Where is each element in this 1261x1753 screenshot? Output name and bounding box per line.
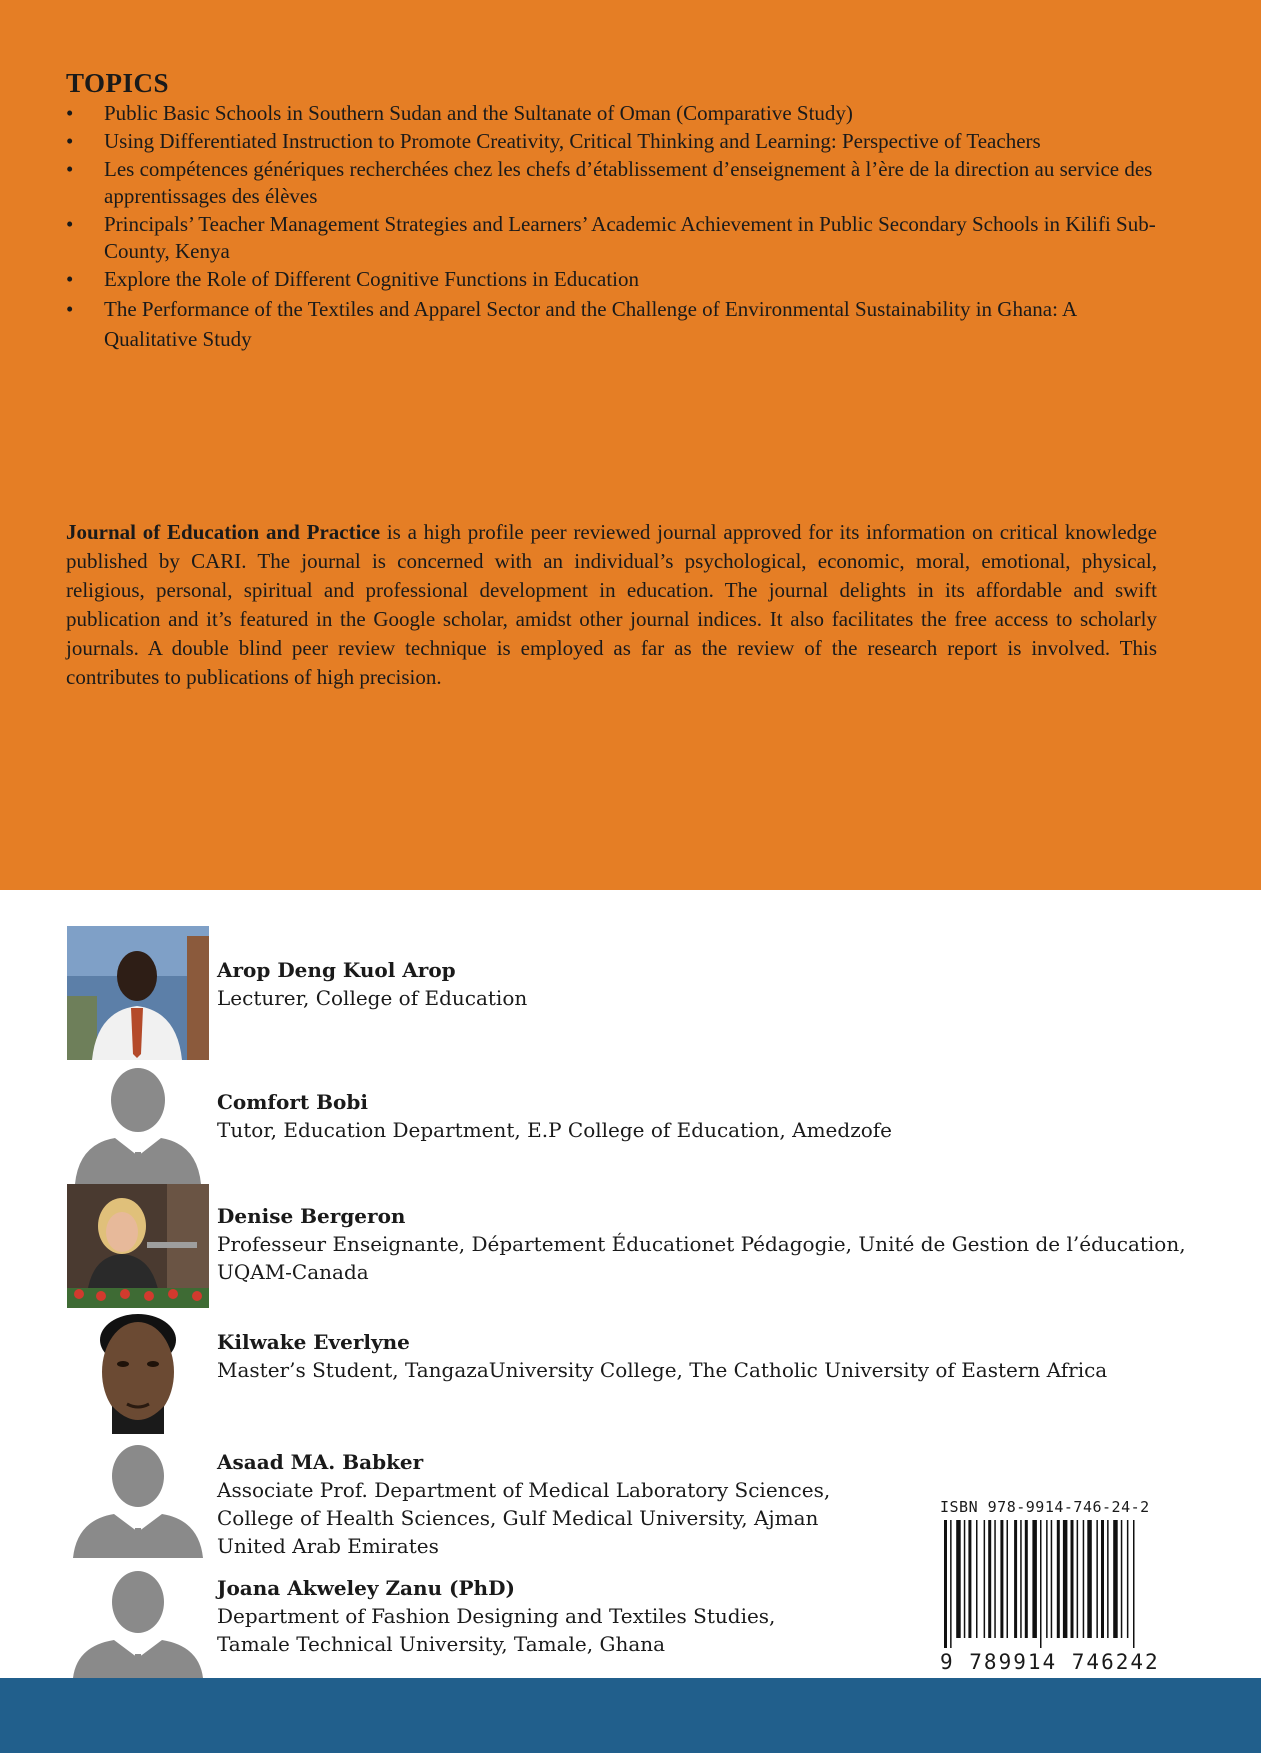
topic-item: • Public Basic Schools in Southern Sudan and the Sultanate of Oman (Comparative Study) <box>66 100 1166 127</box>
isbn-label: ISBN 978-9914-746-24-2 <box>940 1498 1150 1516</box>
barcode-bar <box>968 1520 971 1638</box>
author-affiliation: Tutor, Education Department, E.P College of Education, Amedzofe <box>217 1118 893 1142</box>
barcode-bar <box>976 1520 978 1638</box>
topics-heading: TOPICS <box>66 68 170 98</box>
barcode-bar <box>1057 1520 1060 1638</box>
barcode-bar <box>1121 1520 1123 1638</box>
topics-list <box>66 100 1166 355</box>
barcode-bar <box>994 1520 996 1638</box>
barcode-bar <box>1000 1520 1003 1638</box>
topic-item: • Les compétences génériques recherchées chez les chefs d’établissement d’enseignement à l’ère de la direction au service des apprentissages des élèves <box>66 156 1166 210</box>
barcode-bar <box>944 1520 947 1648</box>
author-photo <box>67 926 209 1060</box>
author-details <box>217 1448 830 1560</box>
barcode-image <box>940 1520 1140 1650</box>
barcode-bar <box>956 1520 961 1638</box>
barcode-bar <box>1007 1520 1009 1638</box>
author-photo <box>67 1310 209 1434</box>
barcode-bar <box>964 1520 966 1638</box>
barcode-bar <box>1051 1520 1053 1638</box>
isbn-digits: 9 789914 746242 <box>940 1650 1160 1674</box>
author-details <box>217 1574 775 1658</box>
barcode-bar <box>984 1520 986 1638</box>
author-name: Comfort Bobi <box>217 1090 368 1114</box>
barcode-bar <box>1040 1520 1042 1648</box>
author-name: Denise Bergeron <box>217 1204 406 1228</box>
barcode-bar <box>1014 1520 1017 1638</box>
author-name: Arop Deng Kuol Arop <box>217 958 456 982</box>
barcode-bar <box>1083 1520 1085 1638</box>
barcode-bar <box>988 1520 991 1638</box>
topic-item: • Principals’ Teacher Management Strategies and Learners’ Academic Achievement in Public Secondary Schools in Kilifi Sub-County, Kenya <box>66 211 1166 265</box>
journal-description-text: is a high profile peer reviewed journal approved for its information on critical knowledge published by CARI. The journal is concerned with an individual’s psychological, economic, moral, emotional, physical, religious, personal, spiritual and professional development in education. The journal delights in its affordable and swift publication and it’s featured in the Google scholar, amidst other journal indices. It also facilitates the free access to scholarly journals. A double blind peer review technique is employed as far as the review of the research report is involved. This contributes to publications of high precision. <box>66 520 1157 689</box>
author-affiliation: UQAM-Canada <box>217 1260 369 1284</box>
author-photo-placeholder <box>67 1570 209 1678</box>
barcode-bar <box>950 1520 952 1648</box>
topic-item: • Explore the Role of Different Cognitive Functions in Education <box>66 266 1166 293</box>
barcode-bar <box>1046 1520 1048 1638</box>
footer-bar <box>0 1678 1261 1753</box>
barcode-bar <box>1020 1520 1022 1638</box>
barcode-bar <box>1032 1520 1037 1638</box>
barcode-bar <box>1077 1520 1079 1638</box>
author-photo-placeholder <box>67 1066 209 1184</box>
barcode-bar <box>1025 1520 1028 1638</box>
author-affiliation: Professeur Enseignante, Département Éducationet Pédagogie, Unité de Gestion de l’éducation, <box>217 1232 1186 1256</box>
author-affiliation: College of Health Sciences, Gulf Medical University, Ajman <box>217 1506 819 1530</box>
author-photo <box>67 1184 209 1308</box>
barcode-bar <box>1071 1520 1074 1638</box>
author-affiliation: Associate Prof. Department of Medical Laboratory Sciences, <box>217 1478 831 1502</box>
author-details <box>217 1088 892 1144</box>
topic-item: • Using Differentiated Instruction to Promote Creativity, Critical Thinking and Learning: Perspective of Teachers <box>66 128 1166 155</box>
journal-description <box>66 518 1157 692</box>
author-details <box>217 956 527 1012</box>
author-details <box>217 1202 1186 1286</box>
author-affiliation: Tamale Technical University, Tamale, Ghana <box>217 1632 666 1656</box>
author-name: Kilwake Everlyne <box>217 1330 410 1354</box>
barcode-bar <box>1063 1520 1068 1638</box>
topic-item: • The Performance of the Textiles and Apparel Sector and the Challenge of Environmental Sustainability in Ghana: A Qualitative Study <box>66 294 1166 354</box>
author-name: Asaad MA. Babker <box>217 1450 424 1474</box>
author-details <box>217 1328 1107 1384</box>
author-affiliation: United Arab Emirates <box>217 1534 439 1558</box>
author-affiliation: Lecturer, College of Education <box>217 986 528 1010</box>
barcode-bar <box>1087 1520 1092 1638</box>
barcode-bar <box>1113 1520 1118 1638</box>
journal-name: Journal of Education and Practice <box>66 520 381 544</box>
barcode-bar <box>1127 1520 1129 1638</box>
author-affiliation: Master’s Student, TangazaUniversity College, The Catholic University of Eastern Africa <box>217 1358 1108 1382</box>
barcode-bar <box>1133 1520 1135 1648</box>
barcode-bar <box>1096 1520 1098 1638</box>
barcode-bar <box>1107 1520 1109 1638</box>
author-name: Joana Akweley Zanu (PhD) <box>217 1576 515 1600</box>
author-affiliation: Department of Fashion Designing and Textiles Studies, <box>217 1604 776 1628</box>
author-photo-placeholder <box>67 1444 209 1558</box>
barcode-bar <box>1101 1520 1104 1638</box>
